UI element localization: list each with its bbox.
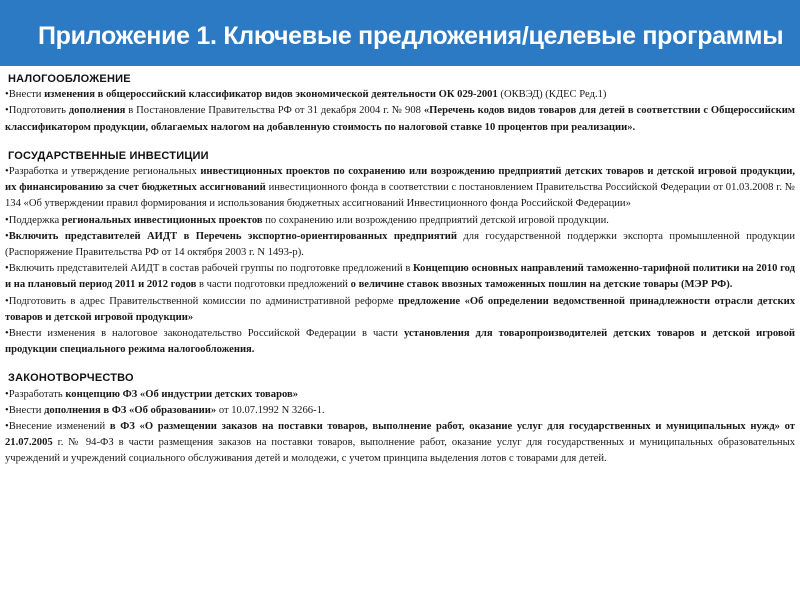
text: Внесение изменений — [8, 421, 110, 433]
section-heading: ГОСУДАРСТВЕННЫЕ ИНВЕСТИЦИИ — [8, 149, 209, 162]
bullet-icon: • — [5, 421, 9, 433]
text: для государственной поддержки экспорта промышленной продукции (Распоряжение Правительства РФ от 14 октября 2003 г. N 1493-р). — [5, 230, 795, 259]
bullet-icon: • — [5, 230, 9, 242]
bullet-item — [5, 326, 795, 358]
bullet-icon: • — [5, 328, 9, 340]
bold-text: инвестиционных проектов по сохранению или возрождению предприятий детских товаров и детской игровой продукции, их финансированию за счет бюджетных ассигнований — [5, 166, 796, 194]
bold-text: Включить представителей АИДТ в Перечень экспортно-ориентированных предприятий — [8, 230, 457, 242]
bullet-icon: • — [5, 388, 9, 400]
section — [5, 148, 795, 359]
text: Разработать — [8, 388, 66, 400]
bullet-item — [5, 403, 795, 419]
text: Включить представителей АИДТ в состав рабочей группы по подготовке предложений в — [8, 263, 414, 275]
bullet-icon: • — [5, 295, 9, 307]
bold-text: о величине ставок ввозных таможенных пошлин на детские товары (МЭР РФ). — [350, 279, 733, 291]
text: по сохранению или возрождению предприятий детской игровой продукции. — [262, 214, 609, 226]
bold-text: дополнения в ФЗ «Об образовании» — [44, 404, 217, 416]
section — [5, 71, 795, 136]
slide-header — [0, 0, 800, 66]
text: инвестиционного фонда в соответствии с постановлением Правительства Российской Федерации от 01.03.2008 г. № 134 «Об утверждении правил формирования и использования бюджетных ассигнований Инвестиционного фонда Российской Федерации» — [5, 182, 795, 210]
bold-text: концепцию ФЗ «Об индустрии детских товаров» — [65, 388, 299, 400]
bullet-icon: • — [5, 166, 9, 178]
section-heading: НАЛОГООБЛОЖЕНИЕ — [8, 73, 131, 85]
text: Разработка и утверждение региональных — [8, 166, 201, 178]
bold-text: изменения в общероссийский классификатор видов экономической деятельности ОК 029-2001 — [44, 89, 498, 101]
bullet-item — [5, 294, 795, 326]
text: г. № 94-ФЗ в части размещения заказов на поставки товаров, выполнение работ, оказание услуг для государственных и муниципальных образовательных учреждений и учреждений социального обслуживания детей и молодежи, с учетом принципа выделения лотов с товарами для детей. — [5, 437, 795, 465]
bullet-item — [5, 87, 795, 103]
text: Подготовить — [8, 105, 69, 117]
text: от 10.07.1992 N 3266-1. — [216, 404, 325, 416]
bullet-item — [5, 419, 795, 468]
bold-text: региональных инвестиционных проектов — [61, 214, 263, 226]
bullet-icon: • — [5, 404, 9, 416]
bold-text: предложение «Об определении ведомственной принадлежности отрасли детских товаров и детской игровой продукции» — [5, 295, 795, 323]
text: Поддержка — [8, 214, 62, 226]
bullet-icon: • — [5, 263, 9, 275]
bold-text: «Перечень кодов видов товаров для детей в соответствии с Общероссийским классификатором продукции, облагаемых налогом на добавленную стоимость по налоговой ставке 10 процентов при реализации». — [5, 105, 796, 133]
bullet-item — [5, 261, 795, 293]
bullet-icon: • — [5, 105, 9, 117]
section — [5, 370, 795, 467]
section-gap — [5, 358, 795, 366]
text: Внести — [8, 404, 45, 416]
bullet-item — [5, 164, 795, 213]
bold-text: дополнения — [68, 105, 126, 117]
slide-content — [5, 68, 795, 468]
text: (ОКВЭД) (КДЕС Ред.1) — [497, 89, 607, 101]
text: Подготовить в адрес Правительственной комиссии по административной реформе — [8, 295, 399, 307]
bullet-item — [5, 213, 795, 229]
text: Внести изменения в налоговое законодательство Российской Федерации в части — [8, 328, 404, 340]
text: в части подготовки предложений — [196, 279, 351, 291]
slide-title: Приложение 1. Ключевые предложения/целевые программы — [38, 22, 784, 50]
bullet-item — [5, 103, 795, 135]
bullet-icon: • — [5, 214, 9, 226]
text: Внести — [8, 89, 45, 101]
section-gap — [5, 136, 795, 144]
bullet-icon: • — [5, 89, 9, 101]
bullet-item — [5, 229, 795, 261]
section-heading: ЗАКОНОТВОРЧЕСТВО — [8, 372, 134, 385]
text: в Постановление Правительства РФ от 31 декабря 2004 г. № 908 — [125, 105, 424, 117]
bold-text: в ФЗ «О размещении заказов на поставки товаров, выполнение работ, оказание услуг для государственных и муниципальных нужд» от 21.07.2005 — [5, 421, 795, 449]
bold-text: установления для товаропроизводителей детских товаров и детской игровой продукции специального режима налогообложения. — [5, 328, 795, 356]
bold-text: Концепцию основных направлений таможенно-тарифной политики на 2010 год и на плановый период 2011 и 2012 годов — [5, 263, 795, 291]
bullet-item — [5, 387, 795, 403]
